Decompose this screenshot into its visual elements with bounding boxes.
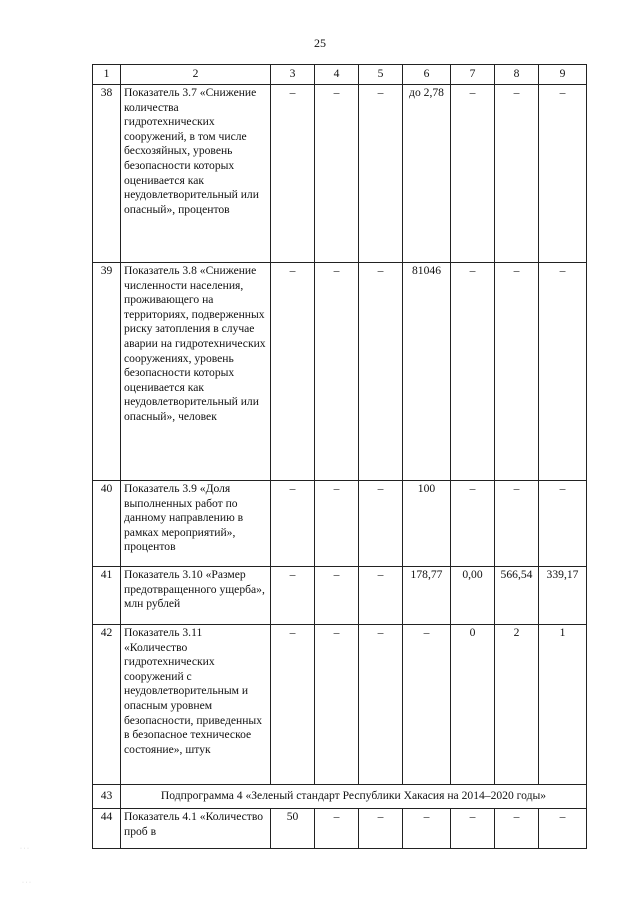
value-cell: – (315, 809, 359, 849)
scan-speck: · · · (22, 880, 31, 886)
value-cell: – (539, 263, 587, 481)
value-cell: – (539, 809, 587, 849)
value-cell: 0 (451, 625, 495, 785)
value-cell: – (359, 809, 403, 849)
value-cell: – (359, 481, 403, 567)
table-row (93, 263, 587, 481)
value-cell: – (315, 567, 359, 625)
subprogram-title: Подпрограмма 4 «Зеленый стандарт Республики Хакасия на 2014–2020 годы» (121, 785, 587, 809)
value-cell: 0,00 (451, 567, 495, 625)
value-cell: – (403, 809, 451, 849)
row-number: 40 (93, 481, 121, 567)
value-cell: 2 (495, 625, 539, 785)
value-cell: – (359, 263, 403, 481)
value-cell: – (271, 481, 315, 567)
header-cell: 5 (359, 65, 403, 85)
header-cell: 2 (121, 65, 271, 85)
value-cell: – (495, 263, 539, 481)
value-cell: – (315, 625, 359, 785)
value-cell: – (315, 263, 359, 481)
value-cell: до 2,78 (403, 85, 451, 263)
value-cell: 339,17 (539, 567, 587, 625)
table-header-row (93, 65, 587, 85)
value-cell: 100 (403, 481, 451, 567)
value-cell: 81046 (403, 263, 451, 481)
header-cell: 6 (403, 65, 451, 85)
page-number: 25 (314, 36, 326, 50)
table-row (93, 85, 587, 263)
table-row (93, 625, 587, 785)
indicator-name: Показатель 3.8 «Снижение численности населения, проживающего на территориях, подверженных риску затопления в случае аварии на гидротехнических сооружениях, уровень безопасности которых оценивается как неудовлетворительный или опасный», человек (121, 263, 271, 481)
indicators-table (92, 64, 587, 849)
indicator-name: Показатель 4.1 «Количество проб в (121, 809, 271, 849)
header-cell: 4 (315, 65, 359, 85)
value-cell: – (495, 481, 539, 567)
value-cell: – (271, 263, 315, 481)
value-cell: – (271, 85, 315, 263)
value-cell: 50 (271, 809, 315, 849)
header-cell: 8 (495, 65, 539, 85)
value-cell: 178,77 (403, 567, 451, 625)
value-cell: – (451, 481, 495, 567)
value-cell: – (539, 481, 587, 567)
header-cell: 9 (539, 65, 587, 85)
value-cell: 1 (539, 625, 587, 785)
row-number: 41 (93, 567, 121, 625)
value-cell: – (495, 85, 539, 263)
value-cell: – (271, 625, 315, 785)
table-row (93, 567, 587, 625)
row-number: 42 (93, 625, 121, 785)
value-cell: – (451, 263, 495, 481)
indicator-name: Показатель 3.9 «Доля выполненных работ по данному направлению в рамках мероприятий», процентов (121, 481, 271, 567)
value-cell: – (451, 85, 495, 263)
value-cell: – (359, 85, 403, 263)
value-cell: – (271, 567, 315, 625)
value-cell: 566,54 (495, 567, 539, 625)
row-number: 38 (93, 85, 121, 263)
indicator-name: Показатель 3.11 «Количество гидротехнических сооружений с неудовлетворительным и опасным уровнем безопасности, приведенных в безопасное техническое состояние», штук (121, 625, 271, 785)
value-cell: – (495, 809, 539, 849)
row-number: 43 (93, 785, 121, 809)
row-number: 44 (93, 809, 121, 849)
table-row (93, 809, 587, 849)
table-row (93, 481, 587, 567)
indicator-name: Показатель 3.10 «Размер предотвращенного ущерба», млн рублей (121, 567, 271, 625)
value-cell: – (539, 85, 587, 263)
value-cell: – (315, 85, 359, 263)
value-cell: – (359, 625, 403, 785)
subprogram-row (93, 785, 587, 809)
value-cell: – (451, 809, 495, 849)
header-cell: 1 (93, 65, 121, 85)
header-cell: 7 (451, 65, 495, 85)
header-cell: 3 (271, 65, 315, 85)
value-cell: – (359, 567, 403, 625)
scan-speck: · · · (20, 846, 29, 852)
value-cell: – (403, 625, 451, 785)
indicator-name: Показатель 3.7 «Снижение количества гидротехнических сооружений, в том числе бесхозяйных, уровень безопасности которых оценивается как неудовлетворительный или опасный», процентов (121, 85, 271, 263)
row-number: 39 (93, 263, 121, 481)
value-cell: – (315, 481, 359, 567)
